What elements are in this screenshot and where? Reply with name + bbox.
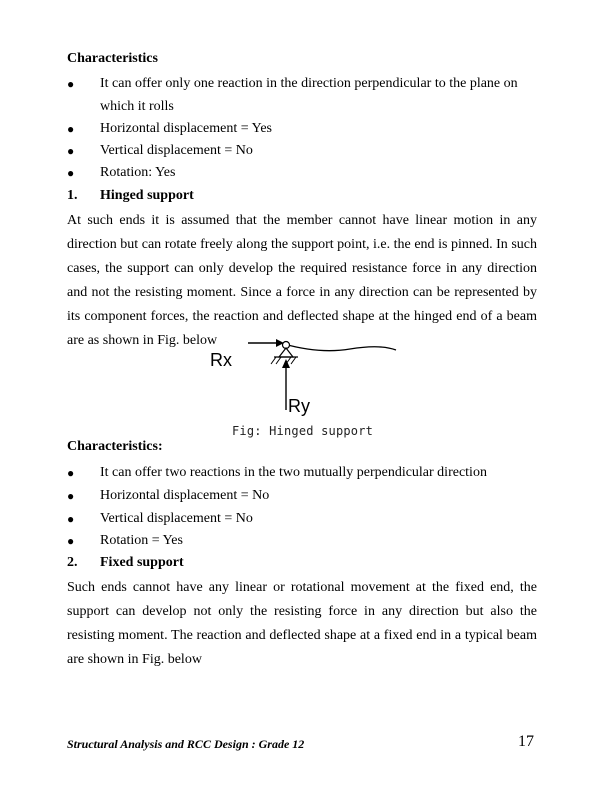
paragraph-line: At such ends it is assumed that the member cannot have linear motion in any [67,213,537,228]
paragraph-line: are as shown in Fig. below [67,333,218,348]
paragraph-line: and not the resisting moment. Since a force in any direction can be represented by [67,285,537,300]
fixed-support-paragraph [67,576,537,672]
section-title: Hinged support [100,188,194,203]
paragraph-line: support can develop not only the resisting force in any direction but also the [67,604,537,619]
list-item-text: Rotation: Yes [100,165,176,180]
page-number: 17 [518,733,534,750]
list-item-text: Horizontal displacement = No [100,488,270,503]
bullet-icon: ● [67,122,75,136]
bullet-icon: ● [67,466,75,480]
hinge-triangle [279,348,293,357]
bullet-icon: ● [67,77,75,91]
characteristics-heading: Characteristics: [67,439,163,454]
list-item-text: It can offer two reactions in the two mutually perpendicular direction [100,465,487,480]
list-item-text: It can offer only one reaction in the direction perpendicular to the plane on [100,76,518,91]
characteristics-heading: Characteristics [67,51,158,66]
list-item-text: Vertical displacement = No [100,143,253,158]
paragraph-line: resisting moment. The reaction and deflected shape at a fixed end in a typical beam [67,628,537,643]
figure-caption: Fig: Hinged support [232,424,374,438]
bullet-icon: ● [67,512,75,526]
footer-book-title: Structural Analysis and RCC Design : Grade 12 [67,737,305,751]
section-number: 2. [67,555,78,570]
hinged-support-figure [200,330,410,425]
bullet-icon: ● [67,144,75,158]
deflected-beam-line [284,344,396,351]
paragraph-line: Such ends cannot have any linear or rotational movement at the fixed end, the [67,580,537,595]
section-title: Fixed support [100,555,184,570]
fixed-support-heading [67,552,184,574]
paragraph-line: its component forces, the reaction and deflected shape at the hinged end of a beam [67,309,537,324]
bullet-icon: ● [67,166,75,180]
list-item-text: Horizontal displacement = Yes [100,121,272,136]
bullet-icon: ● [67,489,75,503]
paragraph-line: direction but can rotate freely along the support point, i.e. the end is pinned. In such [67,237,537,252]
bullet-icon: ● [67,534,75,548]
list-item-text: which it rolls [100,99,174,114]
ground-hatch [276,357,281,364]
paragraph-line: are shown in Fig. below [67,652,202,667]
list-item-text: Rotation = Yes [100,533,183,548]
paragraph-line: cases, the support can only develop the required resistance force in any direction [67,261,537,276]
hinged-support-heading [67,185,194,207]
ground-hatch [291,357,296,364]
ground-hatch [271,357,276,364]
rx-label: Rx [210,350,232,370]
section-number: 1. [67,188,78,203]
ry-label: Ry [288,396,310,416]
list-item-text: Vertical displacement = No [100,511,253,526]
